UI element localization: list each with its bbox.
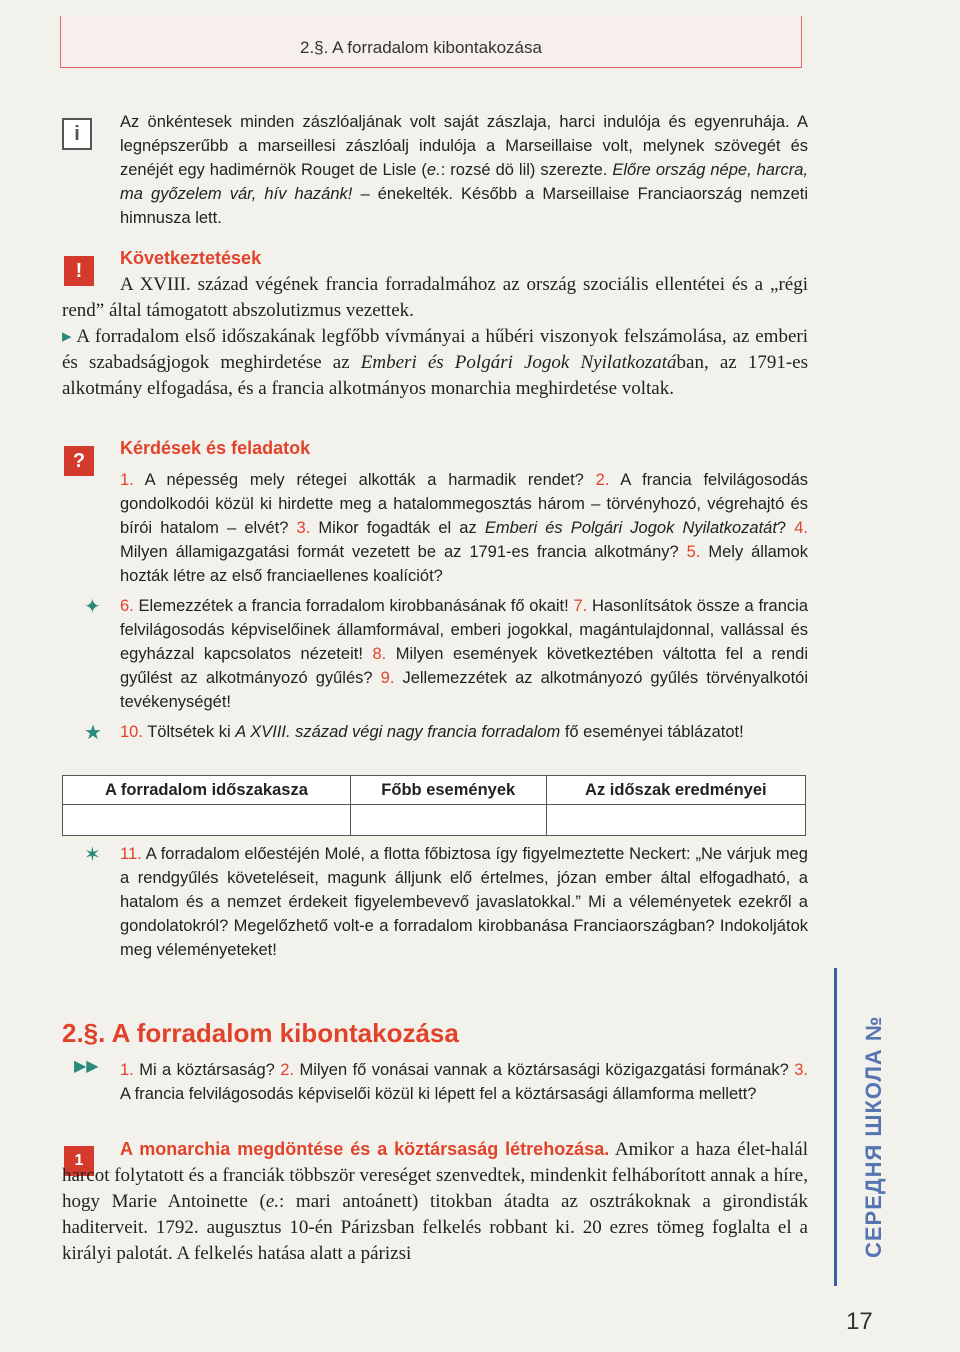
arrow-icon: ▸ [62, 326, 72, 347]
info-paragraph: Az önkéntesek minden zászlóaljának volt saját zászlaja, harci indulója és egyenruhája. A legnépszerűbb a marseillesi zászlóalj indulója a Marseillaise volt, melynek szövegét és zenéjét egy hadimérnök Rouget de Lisle (e.: rozsé dö lil) szerezte. Előre ország népe, harcra, ma győzelem vár, hív hazánk! – énekelték. Később a Marseillaise Franciaország nemzeti himnusza lett. [120, 113, 808, 227]
star-icon: ★ [84, 722, 102, 744]
plus-star-icon: ✦ [84, 596, 101, 618]
table-header-cell: Főbb események [350, 776, 546, 805]
section-title: 2.§. A forradalom kibontakozása [62, 1018, 459, 1048]
table-header-row [63, 776, 806, 805]
table-cell [546, 805, 805, 836]
table-header-cell: A forradalom időszakasza [63, 776, 351, 805]
question-icon: ? [64, 446, 94, 476]
double-arrow-icon: ▶▶ [74, 1058, 99, 1075]
conclusions-heading: Következtetések [120, 248, 262, 268]
burst-star-icon: ✶ [84, 844, 101, 866]
subsection-paragraph: A monarchia megdöntése és a köztársaság létrehozása. Amikor a haza élet-halál harcot folytatott és a franciák többször vereséget szenvedtek, mindenkit felháborított annak a híre, hogy Marie Antoinette (e.: mari antoánett) titokban átadta az osztrákoknak a girondisták haditerveit. 1792. augusztus 10-én Párizsban felkelés robbant ki. 20 ezres tömeg foglalta el a királyi palotát. A felkelés hatása alatt a párizsi [62, 1139, 808, 1264]
table-row [63, 805, 806, 836]
running-header: 2.§. A forradalom kibontakozása [300, 38, 542, 57]
page-number: 17 [846, 1308, 873, 1335]
question-11: 11. A forradalom előestéjén Molé, a flotta főbiztosa így figyelmeztette Neckert: „Ne várjuk meg a rendgyűlés követeléseit, magunk álljunk elő értelmes, józan ember által elfogadható, a hatalom és a nemzet érdekeit figyelembevevő javaslatokkal.” Mi a véleményetek ezekről a gondolatokról? Megelőzhető volt-e a forradalom kirobbanása Franciaországban? Indokoljátok meg véleményeteket! [120, 845, 808, 959]
subsection-number: 1 [64, 1146, 94, 1176]
questions-heading: Kérdések és feladatok [120, 438, 311, 458]
table-header-cell: Az időszak eredményei [546, 776, 805, 805]
events-table [62, 775, 806, 836]
stamp-text: СЕРЕДНЯ ШКОЛА № [861, 1015, 886, 1258]
table-cell [350, 805, 546, 836]
exclamation-icon: ! [64, 256, 94, 286]
question-10: 10. Töltsétek ki A XVIII. század végi nagy francia forradalom fő eseményei táblázatot! [120, 723, 744, 741]
questions-intermediate: 6. Elemezzétek a francia forradalom kirobbanásának fő okait! 7. Hasonlítsátok össze a francia felvilágosodás képviselőinek államformával, emberi jogokkal, magántulajdonnal, vallással és egyházzal kapcsolatos nézeteit! 8. Milyen események következtében váltotta fel a rendi gyűlést az alkotmányozó gyűlés? 9. Jellemezzétek az alkotmányozó gyűlés törvényalkotói tevékenységét! [120, 597, 808, 711]
questions-basic: 1. A népesség mely rétegei alkották a harmadik rendet? 2. A francia felvilágosodás gondolkodói közül ki hirdette meg a hatalommegosztás három – törvényhozó, végrehajtó és bírói hatalom – elvét? 3. Mikor fogadták el az Emberi és Polgári Jogok Nyilatkozatát? 4. Milyen államigazgatási formát vezetett be az 1791-es francia alkotmány? 5. Mely államok hozták létre az első franciaellenes koalíciót? [120, 471, 809, 585]
conclusions-paragraph: A XVIII. század végének francia forradalmához az ország szociális ellentétei és a „régi rend” által támogatott abszolutizmus vezettek. ▸ A forradalom első időszakának legfőbb vívmányai a hűbéri viszonyok felszámolása, az emberi és szabadságjogok meghirdetése az Emberi és Polgári Jogok Nyilatkozatában, az 1791-es alkotmány elfogadása, és a francia alkotmányos monarchia meghirdetése voltak. [62, 274, 808, 399]
info-icon: i [62, 118, 92, 150]
table-cell [63, 805, 351, 836]
section-intro-questions: 1. Mi a köztársaság? 2. Milyen fő vonásai vannak a köztársasági közigazgatási formának? 3. A francia felvilágosodás képviselői közül ki lépett fel a köztársasági államforma mellett? [120, 1061, 809, 1103]
library-stamp [834, 968, 915, 1286]
